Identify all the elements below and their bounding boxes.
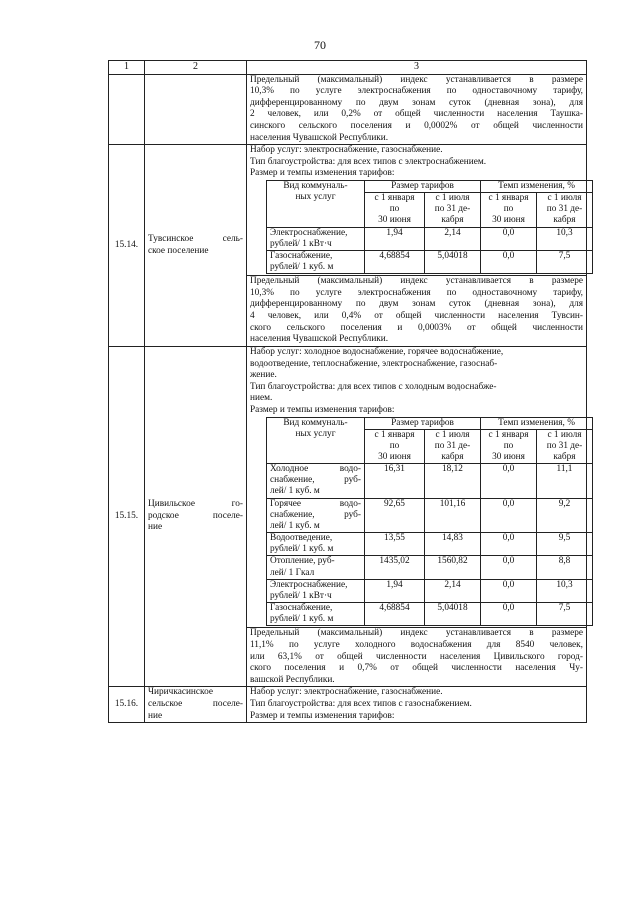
service-name-line: рублей/ 1 куб. м bbox=[270, 544, 334, 555]
settlement-row bbox=[109, 346, 587, 627]
tariff-document-table bbox=[108, 60, 587, 723]
tariff-value-v3: 0,0 bbox=[481, 464, 537, 498]
text-line: ние bbox=[148, 710, 163, 721]
service-name bbox=[267, 498, 365, 532]
text-line: синского сельского поселения и 0,0002% от общей численности bbox=[250, 120, 583, 131]
rate-change-header: Темп изменения, % bbox=[481, 180, 593, 192]
settlement-row bbox=[109, 687, 587, 723]
text-line: 10,3% по услуге электроснабжения по одноставочному тарифу, bbox=[250, 287, 583, 298]
service-name-line: Электроснабжение, bbox=[270, 227, 348, 238]
row-number: 15.15. bbox=[109, 346, 145, 687]
service-name bbox=[267, 227, 365, 250]
continuation-row bbox=[109, 74, 587, 145]
service-name bbox=[267, 533, 365, 556]
service-intro bbox=[250, 347, 583, 417]
settlement-name bbox=[145, 145, 247, 347]
tariff-value-v2: 18,12 bbox=[425, 464, 481, 498]
tariff-row bbox=[267, 250, 593, 273]
index-note-cell bbox=[247, 276, 587, 347]
period-header-p3: с 1 января по 30 июня bbox=[481, 429, 537, 463]
tariff-row bbox=[267, 533, 593, 556]
text-line: Тип благоустройства: для всех типов с холодным водоснабже- bbox=[250, 381, 497, 392]
text-line: родское поселе- bbox=[148, 510, 243, 521]
tariff-size-header: Размер тарифов bbox=[365, 417, 481, 429]
text-line: 10,3% по услуге электроснабжения по одноставочному тарифу, bbox=[250, 86, 583, 97]
page-number: 70 bbox=[314, 38, 326, 52]
tariff-value-v4: 10,3 bbox=[537, 579, 593, 602]
period-header-p4: с 1 июля по 31 де- кабря bbox=[537, 193, 593, 227]
service-intro bbox=[250, 145, 583, 180]
text-line: вашской Республики. bbox=[250, 674, 335, 685]
tariff-value-v3: 0,0 bbox=[481, 498, 537, 532]
settlement-details bbox=[247, 687, 587, 723]
service-name-line: рублей/ 1 куб. м bbox=[270, 614, 334, 625]
period-header-p3: с 1 января по 30 июня bbox=[481, 193, 537, 227]
document-body bbox=[109, 74, 587, 723]
tariff-value-v2: 5,04018 bbox=[425, 250, 481, 273]
tariff-value-v1: 16,31 bbox=[365, 464, 425, 498]
service-name-line: Горячее водо- bbox=[270, 498, 361, 509]
text-line: Размер и темпы изменения тарифов: bbox=[250, 404, 395, 415]
period-header-p4: с 1 июля по 31 де- кабря bbox=[537, 429, 593, 463]
text-line: водоотведение, теплоснабжение, электроснабжение, газоснаб- bbox=[250, 358, 498, 369]
service-name-line: рублей/ 1 кВт·ч bbox=[270, 590, 332, 601]
service-name bbox=[267, 250, 365, 273]
text-line: или 63,1% от общей численности населения Цивильского город- bbox=[250, 651, 583, 662]
tariff-row bbox=[267, 464, 593, 498]
text-line: Набор услуг: электроснабжение, газоснабжение. bbox=[250, 145, 443, 156]
text-line: дифференцированному по двум зонам суток (дневная зона), для bbox=[250, 299, 583, 310]
text-line: Тувсинское сель- bbox=[148, 233, 243, 244]
text-line: Размер и темпы изменения тарифов: bbox=[250, 710, 395, 721]
text-line: Предельный (максимальный) индекс устанавливается в размере bbox=[250, 74, 583, 85]
tariff-value-v3: 0,0 bbox=[481, 603, 537, 626]
text-line: населения Чувашской Республики. bbox=[250, 132, 389, 143]
text-line: ние bbox=[148, 522, 163, 533]
continuation-note bbox=[250, 75, 583, 145]
period-header-p2: с 1 июля по 31 де- кабря bbox=[425, 429, 481, 463]
tariff-value-v2: 1560,82 bbox=[425, 556, 481, 579]
service-name-line: Отопление, руб- bbox=[270, 556, 335, 567]
service-name-line: рублей/ 1 кВт·ч bbox=[270, 238, 332, 249]
text-line: Набор услуг: холодное водоснабжение, горячее водоснабжение, bbox=[250, 346, 504, 357]
service-name-line: снабжение, руб- bbox=[270, 509, 361, 520]
text-line: ского поселения и 0,7% от общей численности населения Чу- bbox=[250, 663, 583, 674]
tariff-table bbox=[266, 417, 593, 627]
column-header-1: 1 bbox=[109, 61, 145, 75]
settlement-details bbox=[247, 346, 587, 627]
tariff-value-v4: 9,5 bbox=[537, 533, 593, 556]
tariff-value-v1: 4,68854 bbox=[365, 250, 425, 273]
tariff-value-v1: 1,94 bbox=[365, 227, 425, 250]
tariff-size-header: Размер тарифов bbox=[365, 180, 481, 192]
tariff-value-v4: 9,2 bbox=[537, 498, 593, 532]
text-line: 4 человек, или 0,4% от общей численности населения Тувсин- bbox=[250, 311, 583, 322]
tariff-row bbox=[267, 227, 593, 250]
continuation-num-cell bbox=[109, 74, 145, 145]
period-header-p1: с 1 января по 30 июня bbox=[365, 193, 425, 227]
tariff-row bbox=[267, 556, 593, 579]
service-name bbox=[267, 579, 365, 602]
tariff-row bbox=[267, 498, 593, 532]
tariff-value-v3: 0,0 bbox=[481, 227, 537, 250]
text-line: Предельный (максимальный) индекс устанавливается в размере bbox=[250, 276, 583, 287]
period-header-p2: с 1 июля по 31 де- кабря bbox=[425, 193, 481, 227]
settlement-name bbox=[145, 687, 247, 723]
continuation-text-cell bbox=[247, 74, 587, 145]
service-name-line: Газоснабжение, bbox=[270, 250, 333, 261]
rate-change-header: Темп изменения, % bbox=[481, 417, 593, 429]
service-name bbox=[267, 464, 365, 498]
continuation-name-cell bbox=[145, 74, 247, 145]
period-header-p1: с 1 января по 30 июня bbox=[365, 429, 425, 463]
tariff-header-row bbox=[267, 180, 593, 192]
service-name bbox=[267, 603, 365, 626]
text-line: ского сельского поселения и 0,0003% от общей численности bbox=[250, 322, 583, 333]
text-line: 11,1% по услуге холодного водоснабжения для 8540 человек, bbox=[250, 639, 583, 650]
row-number: 15.14. bbox=[109, 145, 145, 347]
tariff-value-v3: 0,0 bbox=[481, 533, 537, 556]
row-number: 15.16. bbox=[109, 687, 145, 723]
service-name-line: Газоснабжение, bbox=[270, 603, 333, 614]
service-name-line: рублей/ 1 куб. м bbox=[270, 262, 334, 273]
tariff-value-v1: 92,65 bbox=[365, 498, 425, 532]
service-name-line: Водоотведение, bbox=[270, 533, 333, 544]
service-name-line: лей/ 1 куб. м bbox=[270, 486, 320, 497]
tariff-row bbox=[267, 579, 593, 602]
column-header-2: 2 bbox=[145, 61, 247, 75]
tariff-value-v3: 0,0 bbox=[481, 579, 537, 602]
text-line: дифференцированному по двум зонам суток (дневная зона), для bbox=[250, 97, 583, 108]
text-line: Тип благоустройства: для всех типов с электроснабжением. bbox=[250, 156, 487, 167]
service-name-line: лей/ 1 Гкал bbox=[270, 567, 315, 578]
text-line: Набор услуг: электроснабжение, газоснабжение. bbox=[250, 687, 443, 698]
settlement-row bbox=[109, 145, 587, 276]
tariff-value-v3: 0,0 bbox=[481, 250, 537, 273]
tariff-value-v1: 13,55 bbox=[365, 533, 425, 556]
service-name-line: Электроснабжение, bbox=[270, 579, 348, 590]
text-line: Предельный (максимальный) индекс устанавливается в размере bbox=[250, 628, 583, 639]
tariff-value-v1: 1,94 bbox=[365, 579, 425, 602]
index-note bbox=[250, 628, 583, 686]
service-name bbox=[267, 556, 365, 579]
tariff-value-v2: 14,83 bbox=[425, 533, 481, 556]
text-line: Цивильское го- bbox=[148, 499, 243, 510]
column-header-3: 3 bbox=[247, 61, 587, 75]
tariff-value-v3: 0,0 bbox=[481, 556, 537, 579]
tariff-row bbox=[267, 603, 593, 626]
tariff-value-v2: 101,16 bbox=[425, 498, 481, 532]
text-line: Чиричкасинское bbox=[148, 687, 213, 698]
tariff-value-v4: 7,5 bbox=[537, 603, 593, 626]
tariff-value-v1: 1435,02 bbox=[365, 556, 425, 579]
tariff-value-v1: 4,68854 bbox=[365, 603, 425, 626]
tariff-value-v4: 11,1 bbox=[537, 464, 593, 498]
tariff-value-v2: 2,14 bbox=[425, 227, 481, 250]
text-line: Размер и темпы изменения тарифов: bbox=[250, 168, 395, 179]
text-line: сельское поселе- bbox=[148, 699, 243, 710]
service-type-header: Вид коммуналь- ных услуг bbox=[267, 180, 365, 227]
settlement-name bbox=[145, 346, 247, 687]
service-type-header: Вид коммуналь- ных услуг bbox=[267, 417, 365, 464]
text-line: жение. bbox=[250, 370, 277, 381]
service-name-line: снабжение, руб- bbox=[270, 475, 361, 486]
text-line: нием. bbox=[250, 393, 273, 404]
service-name-line: Холодное водо- bbox=[270, 464, 361, 475]
text-line: Тип благоустройства: для всех типов с газоснабжением. bbox=[250, 699, 472, 710]
service-intro bbox=[250, 687, 583, 722]
text-line: ское поселение bbox=[148, 245, 209, 256]
tariff-value-v4: 8,8 bbox=[537, 556, 593, 579]
text-line: 2 человек, или 0,2% от общей численности населения Таушка- bbox=[250, 109, 583, 120]
tariff-header-row bbox=[267, 417, 593, 429]
settlement-details bbox=[247, 145, 587, 276]
tariff-value-v4: 10,3 bbox=[537, 227, 593, 250]
tariff-value-v2: 2,14 bbox=[425, 579, 481, 602]
text-line: населения Чувашской Республики. bbox=[250, 334, 389, 345]
column-number-header bbox=[109, 61, 587, 75]
index-note-cell bbox=[247, 628, 587, 687]
index-note bbox=[250, 276, 583, 346]
tariff-value-v2: 5,04018 bbox=[425, 603, 481, 626]
tariff-value-v4: 7,5 bbox=[537, 250, 593, 273]
service-name-line: лей/ 1 куб. м bbox=[270, 520, 320, 531]
tariff-table bbox=[266, 180, 593, 274]
